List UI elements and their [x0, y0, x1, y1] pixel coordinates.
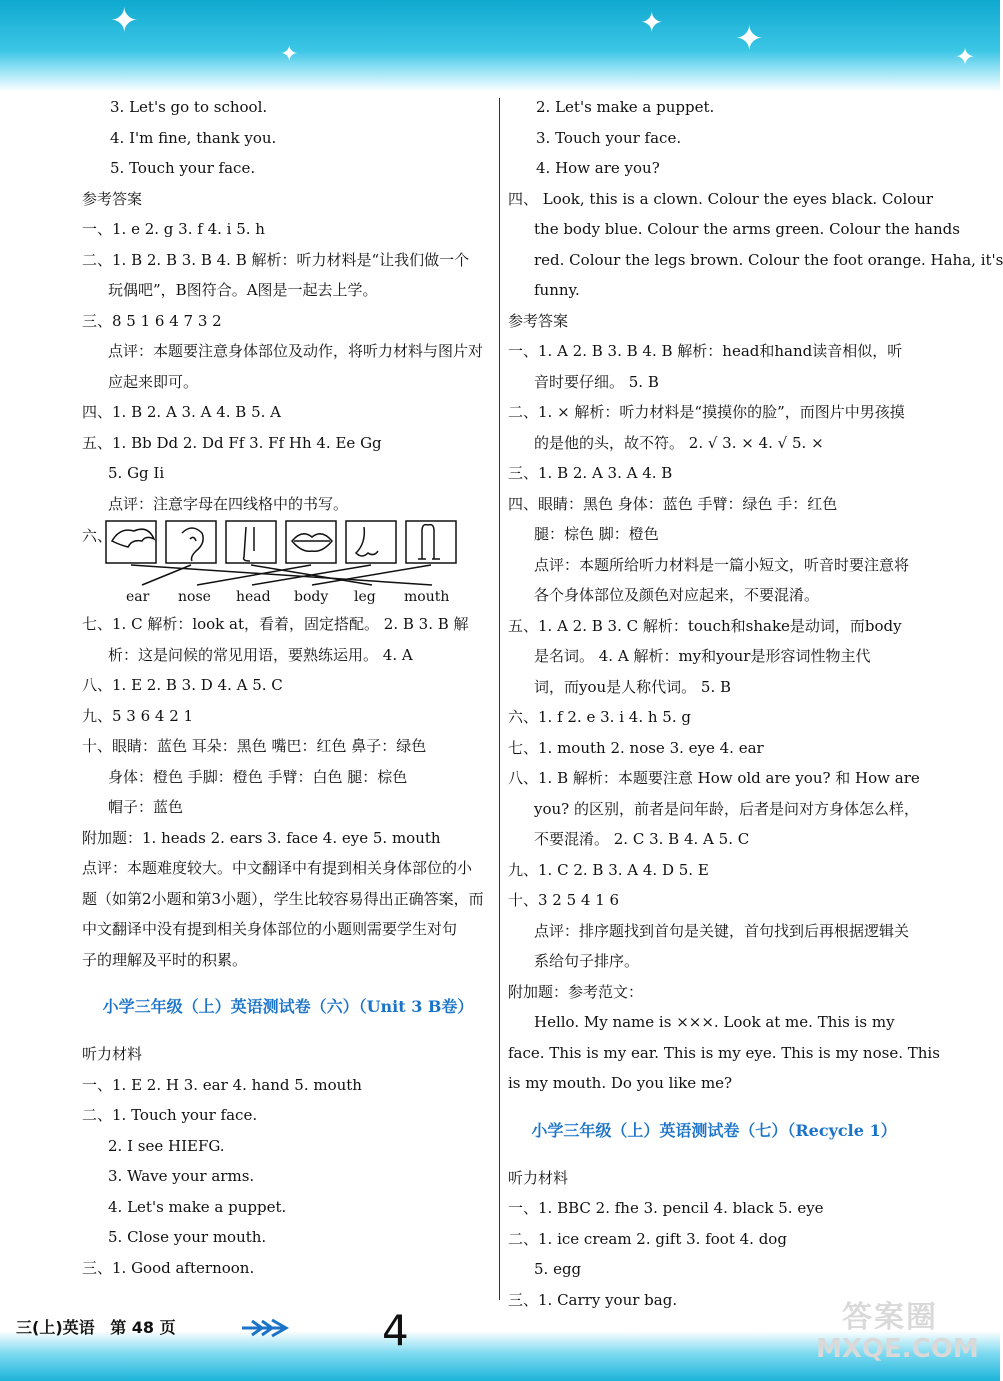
text-line: is my mouth. Do you like me?	[508, 1074, 733, 1092]
label-body: body	[294, 589, 329, 605]
text-line: 三、8 5 1 6 4 7 3 2	[82, 311, 222, 330]
text-line: 3. Wave your arms.	[108, 1167, 255, 1185]
footer-page-number: 第 48 页	[110, 1318, 176, 1337]
section-title-six: 小学三年级（上）英语测试卷（六）（Unit 3 B卷）	[102, 997, 474, 1016]
text-line: 3. Touch your face.	[536, 128, 682, 147]
text-line: 七、1. C 解析：look at，看着，固定搭配。 2. B 3. B 解	[82, 615, 469, 633]
text-line: 2. I see HIEFG.	[108, 1136, 225, 1155]
text-line: 4. Let's make a puppet.	[108, 1197, 287, 1216]
text-line: 听力材料	[508, 1168, 569, 1187]
text-line: 附加题：1. heads 2. ears 3. face 4. eye 5. mouth	[82, 828, 441, 847]
sparkle-icon: ✦	[110, 1, 139, 41]
text-line: Hello. My name is ×××. Look at me. This is my	[534, 1013, 895, 1031]
text-line: 题（如第2小题和第3小题），学生比较容易得出正确答案，而	[82, 889, 484, 908]
watermark	[812, 1290, 990, 1376]
text-line: 二、1. Touch your face.	[82, 1106, 258, 1124]
handwritten-number: 4	[382, 1306, 409, 1355]
text-line: 点评：本题难度较大。中文翻译中有提到相关身体部位的小	[82, 859, 473, 877]
text-line: 身体：橙色 手脚：橙色 手臂：白色 腿：棕色	[108, 767, 408, 786]
text-line: 点评：排序题找到首句是关键，首句找到后再根据逻辑关	[534, 921, 910, 940]
text-line: 子的理解及平时的积累。	[82, 950, 248, 969]
text-line: 5. Touch your face.	[110, 159, 256, 177]
text-line: 应起来即可。	[108, 372, 199, 391]
section-title-seven: 小学三年级（上）英语测试卷（七）（Recycle 1）	[531, 1120, 897, 1140]
label-head: head	[236, 589, 271, 605]
text-line: 四、眼睛：黑色 身体：蓝色 手臂：绿色 手：红色	[508, 494, 838, 513]
text-line: 二、1. B 2. B 3. B 4. B 解析：听力材料是“让我们做一个	[82, 250, 470, 269]
left-listening-block	[82, 1039, 494, 1283]
text-line: 九、5 3 6 4 2 1	[82, 706, 194, 725]
text-line: face. This is my ear. This is my eye. This is my nose. This	[508, 1043, 940, 1062]
text-line: 二、1. ice cream 2. gift 3. foot 4. dog	[508, 1229, 787, 1248]
sparkle-icon: ✦	[735, 19, 764, 59]
text-line: 八、1. E 2. B 3. D 4. A 5. C	[82, 676, 283, 694]
text-line: 2. Let's make a puppet.	[536, 98, 715, 116]
text-line: 3. Let's go to school.	[110, 98, 268, 116]
text-line: 的是他的头，故不符。 2. √ 3. × 4. √ 5. ×	[534, 433, 824, 452]
label-mouth: mouth	[404, 589, 450, 605]
text-line: 4. I'm fine, thank you.	[110, 128, 277, 147]
text-line: 四、1. B 2. A 3. A 4. B 5. A	[82, 403, 282, 421]
text-line: 玩偶吧”，B图符合。A图是一起去上学。	[108, 281, 378, 299]
left-answer-block	[82, 92, 494, 519]
text-line: 音时要仔细。 5. B	[534, 372, 659, 391]
text-line: 析：这是问候的常见用语，要熟练运用。 4. A	[108, 645, 413, 664]
question-six-label: 六、	[82, 527, 113, 545]
watermark-text: 答案圈	[842, 1300, 938, 1335]
text-line: 帽子：蓝色	[108, 798, 184, 816]
text-line: 一、1. E 2. H 3. ear 4. hand 5. mouth	[82, 1075, 362, 1094]
text-line: 不要混淆。 2. C 3. B 4. A 5. C	[534, 830, 750, 848]
right-column	[508, 92, 1003, 1315]
sparkle-icon: ✦	[955, 43, 976, 71]
matching-pictures	[82, 519, 494, 589]
text-line: 5. egg	[534, 1260, 582, 1278]
text-line: 参考答案	[508, 311, 569, 330]
text-line: 附加题：参考范文：	[508, 982, 644, 1001]
top-decorative-band	[0, 0, 1000, 92]
text-line: the body blue. Colour the arms green. Colour the hands	[534, 220, 960, 238]
sparkle-icon: ✦	[280, 42, 299, 67]
label-leg: leg	[354, 589, 376, 605]
text-line: 一、1. e 2. g 3. f 4. i 5. h	[82, 220, 265, 238]
text-line: 5. Gg Ii	[108, 464, 165, 482]
arrow-icon	[240, 1318, 292, 1338]
footer-grade: 三(上)英语	[16, 1318, 95, 1337]
sparkle-icon: ✦	[640, 6, 664, 39]
page-footer	[16, 1315, 176, 1338]
text-line: 三、1. B 2. A 3. A 4. B	[508, 464, 673, 482]
text-line: red. Colour the legs brown. Colour the foot orange. Haha, it's	[534, 250, 1003, 269]
text-line: 一、1. BBC 2. fhe 3. pencil 4. black 5. eye	[508, 1199, 824, 1217]
text-line: 系给句子排序。	[534, 952, 640, 970]
text-line: 腿：棕色 脚：橙色	[534, 525, 659, 543]
watermark-url: MXQE.COM	[816, 1334, 979, 1364]
left-column	[82, 92, 494, 1283]
label-nose: nose	[178, 589, 211, 605]
text-line: you? 的区别，前者是问年龄，后者是问对方身体怎么样，	[534, 799, 919, 818]
label-ear: ear	[126, 589, 150, 605]
text-line: 参考答案	[82, 189, 143, 208]
text-line: 点评：本题要注意身体部位及动作，将听力材料与图片对	[108, 342, 484, 360]
column-divider	[499, 98, 500, 1300]
text-line: 一、1. A 2. B 3. B 4. B 解析：head和hand读音相似，听	[508, 342, 903, 360]
text-line: 点评：本题所给听力材料是一篇小短文，听音时要注意将	[534, 555, 910, 574]
matching-lines-graphic	[82, 519, 494, 589]
text-line: 九、1. C 2. B 3. A 4. D 5. E	[508, 860, 709, 879]
text-line: 4. How are you?	[536, 159, 660, 177]
text-line: 六、1. f 2. e 3. i 4. h 5. g	[508, 708, 691, 726]
text-line: 二、1. × 解析：听力材料是“摸摸你的脸”，而图片中男孩摸	[508, 403, 905, 421]
text-line: 十、3 2 5 4 1 6	[508, 891, 620, 909]
text-line: 词，而you是人称代词。 5. B	[534, 677, 732, 696]
text-line: 八、1. B 解析：本题要注意 How old are you? 和 How are	[508, 769, 920, 787]
body-part-labels	[82, 589, 494, 605]
text-line: 5. Close your mouth.	[108, 1228, 267, 1246]
text-line: 三、1. Good afternoon.	[82, 1258, 255, 1277]
text-line: 各个身体部位及颜色对应起来，不要混淆。	[534, 586, 820, 604]
text-line: 七、1. mouth 2. nose 3. eye 4. ear	[508, 738, 764, 757]
text-line: 四、 Look, this is a clown. Colour the eyes black. Colour	[508, 189, 934, 208]
text-line: 三、1. Carry your bag.	[508, 1290, 678, 1309]
text-line: 是名词。 4. A 解析：my和your是形容词性物主代	[534, 647, 871, 665]
text-line: 中文翻译中没有提到相关身体部位的小题则需要学生对句	[82, 920, 458, 938]
text-line: funny.	[534, 281, 580, 299]
text-line: 点评：注意字母在四线格中的书写。	[108, 494, 349, 513]
text-line: 十、眼睛：蓝色 耳朵：黑色 嘴巴：红色 鼻子：绿色	[82, 737, 427, 755]
right-answer-block	[508, 92, 1003, 1099]
text-line: 五、1. Bb Dd 2. Dd Ff 3. Ff Hh 4. Ee Gg	[82, 433, 382, 452]
text-line: 听力材料	[82, 1045, 143, 1063]
text-line: 五、1. A 2. B 3. C 解析：touch和shake是动词，而body	[508, 616, 902, 635]
left-answer-block-2	[82, 609, 494, 975]
